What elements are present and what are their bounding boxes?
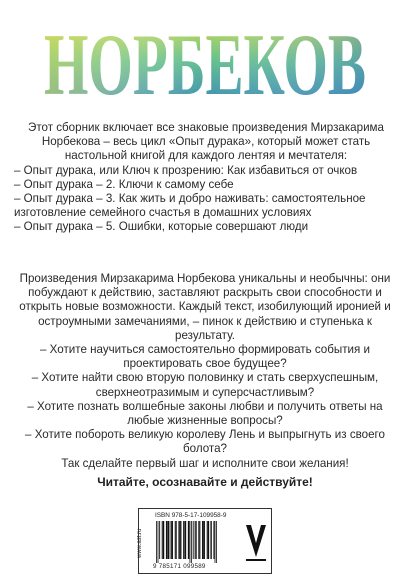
book-list (14, 164, 398, 235)
book-list-item: – Опыт дурака – 2. Ключи к самому себе (14, 177, 234, 191)
publisher-site: www.ast.ru (137, 528, 143, 558)
barcode-bar (196, 521, 197, 559)
question-3: – Хотите познать волшебные законы любви и получить ответы на любые жизненные вопросы? (27, 399, 383, 428)
intro-lead: Этот сборник включает все знаковые произведения Мирзакарима Норбекова – весь цикл «Опыт дурака», который может стать настольной книгой для каждого лентяя и мечтателя: (28, 121, 384, 163)
barcode-bar (188, 521, 189, 559)
barcode-digits: 9 785171 099589 (153, 563, 206, 570)
publisher-logo-icon (245, 519, 267, 563)
barcode-bar (207, 521, 209, 559)
barcode-bar (213, 521, 214, 559)
question-2: – Хотите найти свою вторую половинку и стать сверхуспешным, сверхнеотразимым и суперсчастливым? (31, 371, 379, 399)
book-list-item: – Опыт дурака, или Ключ к прозрению: Как избавиться от очков (14, 163, 358, 177)
barcode-bar (211, 521, 212, 559)
barcode-bar (156, 521, 157, 563)
barcode-bar (158, 521, 159, 563)
barcode-bar (168, 521, 170, 559)
barcode-bar (199, 521, 200, 559)
barcode-bar (166, 521, 167, 559)
barcode-bar (193, 521, 194, 559)
barcode-bar (191, 521, 192, 563)
barcode-bar (171, 521, 172, 559)
question-4: – Хотите побороть великую королеву Лень и выпрыгнуть из своего болота? (25, 428, 385, 456)
barcode-bar (162, 521, 163, 559)
barcode-bar (171, 521, 173, 559)
barcode-bar (180, 521, 181, 559)
slogan: Читайте, осознавайте и действуйте! (97, 475, 313, 489)
author-title-overlay: НОРБЕКОВ (44, 17, 366, 106)
author-title-graphic (40, 10, 370, 106)
barcode-bar (215, 521, 216, 563)
barcode-panel (138, 508, 272, 574)
description-paragraph: Произведения Мирзакарима Норбекова уникальны и необычны: они побуждают к действию, заставляют раскрыть свои способности и открыть новые возможности. Каждый текст, изобилующий иронией и остроумными замечаниями, – пинок к действию и ступенька к результату. (19, 272, 391, 342)
closing-line: Так сделайте первый шаг и исполните свои желания! (61, 456, 349, 470)
barcode-bar (195, 521, 196, 559)
barcode-bar (159, 521, 160, 559)
barcode-bar (183, 521, 184, 559)
barcode-bar (163, 521, 164, 559)
barcode-bar (185, 521, 186, 559)
barcode-bar (203, 521, 205, 559)
author-title (0, 8, 410, 108)
barcode-bar (190, 521, 191, 563)
barcode-bar (216, 521, 217, 563)
barcode-bar (178, 521, 179, 559)
barcode-bar (207, 521, 208, 559)
barcode-bar (198, 521, 199, 559)
intro-section (14, 121, 398, 235)
book-list-item: – Опыт дурака – 5. Ошибки, которые совершают люди (14, 220, 309, 234)
author-title-text: НОРБЕКОВ (44, 17, 366, 106)
book-list-item: – Опыт дурака – 3. Как жить и добро наживать: самостоятельное изготовление семейного счастья в домашних условиях (14, 192, 366, 220)
description-section (10, 272, 400, 471)
isbn-label: ISBN 978-5-17-109958-9 (155, 512, 227, 519)
barcode-bars (155, 521, 241, 563)
barcode-bar (175, 521, 176, 559)
barcode-bar (175, 521, 176, 559)
barcode-bar (202, 521, 203, 559)
question-1: – Хотите научиться самостоятельно формировать события и проектировать свое будущее? (40, 343, 370, 371)
barcode-bar (210, 521, 211, 559)
